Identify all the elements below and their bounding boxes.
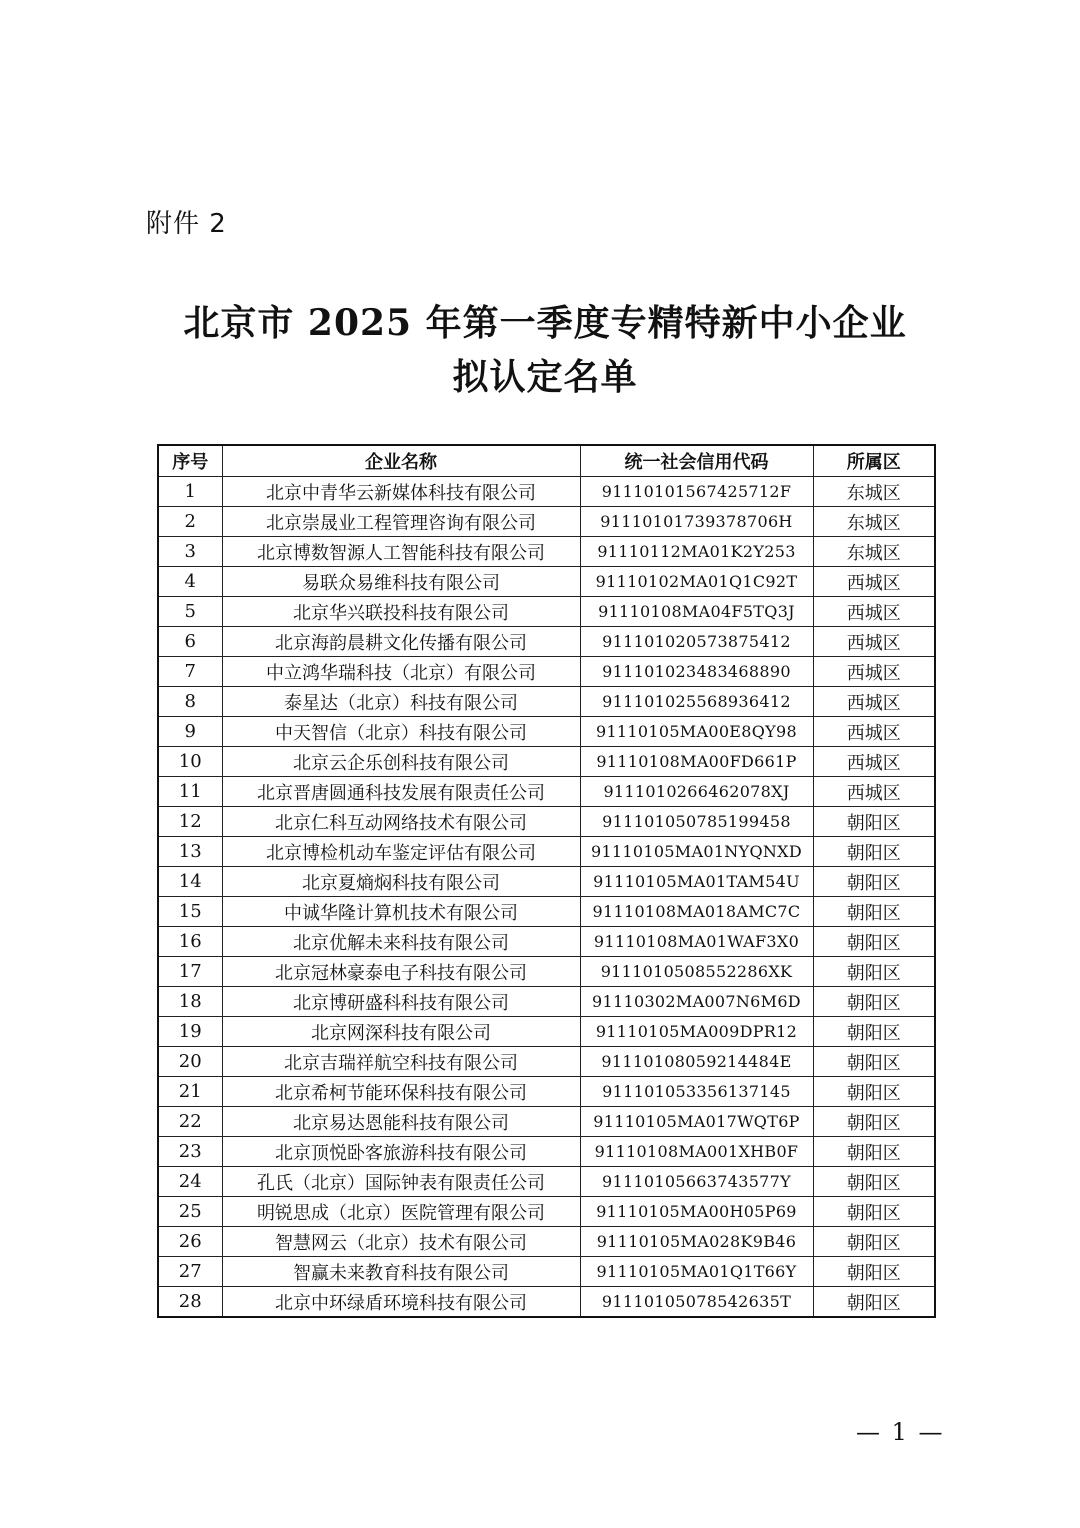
cell-index: 22 [158,1107,222,1137]
cell-company-name: 北京中环绿盾环境科技有限公司 [222,1287,580,1318]
attachment-label: 附件 2 [146,209,227,239]
cell-index: 1 [158,477,222,507]
cell-company-name: 北京云企乐创科技有限公司 [222,747,580,777]
cell-index: 28 [158,1287,222,1318]
enterprise-list-table-wrapper [157,444,934,1318]
table-row [158,1197,935,1227]
title-line-2: 拟认定名单 [452,356,638,398]
table-row [158,957,935,987]
cell-credit-code: 91110101739378706H [580,507,813,537]
cell-company-name: 北京顶悦卧客旅游科技有限公司 [222,1137,580,1167]
table-header-row [158,445,935,477]
cell-index: 8 [158,687,222,717]
cell-company-name: 北京博研盛科科技有限公司 [222,987,580,1017]
cell-credit-code: 9111010266462078XJ [580,777,813,807]
cell-district: 朝阳区 [813,1047,935,1077]
cell-index: 15 [158,897,222,927]
cell-district: 朝阳区 [813,1107,935,1137]
cell-credit-code: 91110108059214484E [580,1047,813,1077]
cell-district: 朝阳区 [813,837,935,867]
cell-district: 朝阳区 [813,1167,935,1197]
cell-index: 11 [158,777,222,807]
table-row [158,927,935,957]
cell-district: 朝阳区 [813,1257,935,1287]
cell-company-name: 北京中青华云新媒体科技有限公司 [222,477,580,507]
cell-credit-code: 91110108MA04F5TQ3J [580,597,813,627]
cell-district: 西城区 [813,717,935,747]
cell-company-name: 北京晋唐圆通科技发展有限责任公司 [222,777,580,807]
table-row [158,597,935,627]
title-line-1: 北京市 2025 年第一季度专精特新中小企业 [183,302,907,344]
cell-district: 朝阳区 [813,1287,935,1318]
table-row [158,537,935,567]
cell-index: 14 [158,867,222,897]
table-row [158,1167,935,1197]
cell-credit-code: 91110105MA00H05P69 [580,1197,813,1227]
cell-index: 16 [158,927,222,957]
cell-district: 西城区 [813,747,935,777]
cell-credit-code: 91110108MA01WAF3X0 [580,927,813,957]
table-row [158,687,935,717]
cell-index: 17 [158,957,222,987]
cell-credit-code: 91110105MA01TAM54U [580,867,813,897]
cell-district: 西城区 [813,777,935,807]
enterprise-list-table [157,444,936,1318]
cell-company-name: 北京夏熵焖科技有限公司 [222,867,580,897]
table-row [158,1257,935,1287]
column-header-credit-code: 统一社会信用代码 [580,445,813,477]
table-row [158,567,935,597]
cell-district: 朝阳区 [813,987,935,1017]
table-row [158,1017,935,1047]
table-row [158,747,935,777]
cell-company-name: 北京希柯节能环保科技有限公司 [222,1077,580,1107]
cell-credit-code: 91110101567425712F [580,477,813,507]
cell-district: 朝阳区 [813,1197,935,1227]
cell-credit-code: 91110105MA017WQT6P [580,1107,813,1137]
cell-index: 10 [158,747,222,777]
cell-credit-code: 91110102MA01Q1C92T [580,567,813,597]
column-header-district: 所属区 [813,445,935,477]
cell-district: 西城区 [813,627,935,657]
cell-district: 朝阳区 [813,1077,935,1107]
table-row [158,837,935,867]
table-row [158,1047,935,1077]
cell-index: 6 [158,627,222,657]
table-row [158,897,935,927]
cell-credit-code: 91110108MA001XHB0F [580,1137,813,1167]
cell-company-name: 北京网深科技有限公司 [222,1017,580,1047]
cell-district: 朝阳区 [813,867,935,897]
cell-credit-code: 91110105MA00E8QY98 [580,717,813,747]
cell-credit-code: 91110108MA00FD661P [580,747,813,777]
cell-index: 21 [158,1077,222,1107]
column-header-company-name: 企业名称 [222,445,580,477]
cell-credit-code: 9111010508552286XK [580,957,813,987]
cell-district: 朝阳区 [813,957,935,987]
cell-credit-code: 911101053356137145 [580,1077,813,1107]
page-number: — 1 — [856,1418,945,1446]
cell-index: 18 [158,987,222,1017]
table-row [158,627,935,657]
cell-district: 西城区 [813,597,935,627]
cell-district: 朝阳区 [813,897,935,927]
cell-company-name: 北京仁科互动网络技术有限公司 [222,807,580,837]
cell-credit-code: 91110105MA01Q1T66Y [580,1257,813,1287]
cell-company-name: 中立鸿华瑞科技（北京）有限公司 [222,657,580,687]
cell-company-name: 中天智信（北京）科技有限公司 [222,717,580,747]
table-row [158,867,935,897]
cell-company-name: 北京优解未来科技有限公司 [222,927,580,957]
cell-company-name: 孔氏（北京）国际钟表有限责任公司 [222,1167,580,1197]
cell-credit-code: 91110105MA01NYQNXD [580,837,813,867]
cell-index: 3 [158,537,222,567]
cell-company-name: 泰星达（北京）科技有限公司 [222,687,580,717]
cell-district: 朝阳区 [813,807,935,837]
cell-credit-code: 911101023483468890 [580,657,813,687]
table-row [158,1287,935,1318]
cell-credit-code: 91110108MA018AMC7C [580,897,813,927]
cell-district: 东城区 [813,507,935,537]
table-row [158,777,935,807]
cell-district: 东城区 [813,477,935,507]
cell-company-name: 北京易达恩能科技有限公司 [222,1107,580,1137]
cell-index: 24 [158,1167,222,1197]
cell-district: 朝阳区 [813,1137,935,1167]
cell-index: 5 [158,597,222,627]
cell-credit-code: 91110112MA01K2Y253 [580,537,813,567]
table-body [158,477,935,1318]
cell-index: 9 [158,717,222,747]
cell-district: 朝阳区 [813,1227,935,1257]
cell-index: 23 [158,1137,222,1167]
cell-company-name: 智慧网云（北京）技术有限公司 [222,1227,580,1257]
table-row [158,1137,935,1167]
table-row [158,1227,935,1257]
cell-credit-code: 91110105MA028K9B46 [580,1227,813,1257]
cell-company-name: 北京华兴联投科技有限公司 [222,597,580,627]
table-row [158,477,935,507]
cell-company-name: 北京冠林豪泰电子科技有限公司 [222,957,580,987]
cell-index: 2 [158,507,222,537]
cell-company-name: 北京崇晟业工程管理咨询有限公司 [222,507,580,537]
cell-credit-code: 911101020573875412 [580,627,813,657]
cell-district: 西城区 [813,657,935,687]
cell-company-name: 明锐思成（北京）医院管理有限公司 [222,1197,580,1227]
cell-credit-code: 911101025568936412 [580,687,813,717]
cell-index: 20 [158,1047,222,1077]
cell-district: 朝阳区 [813,1017,935,1047]
cell-district: 朝阳区 [813,927,935,957]
table-row [158,987,935,1017]
cell-index: 4 [158,567,222,597]
cell-company-name: 北京吉瑞祥航空科技有限公司 [222,1047,580,1077]
cell-index: 25 [158,1197,222,1227]
cell-index: 27 [158,1257,222,1287]
table-row [158,657,935,687]
cell-company-name: 智赢未来教育科技有限公司 [222,1257,580,1287]
cell-credit-code: 911101050785199458 [580,807,813,837]
cell-index: 19 [158,1017,222,1047]
table-row [158,807,935,837]
cell-index: 13 [158,837,222,867]
table-row [158,717,935,747]
cell-district: 西城区 [813,687,935,717]
cell-credit-code: 91110105MA009DPR12 [580,1017,813,1047]
cell-company-name: 北京海韵晨耕文化传播有限公司 [222,627,580,657]
column-header-index: 序号 [158,445,222,477]
cell-district: 西城区 [813,567,935,597]
cell-credit-code: 91110105663743577Y [580,1167,813,1197]
table-row [158,507,935,537]
document-title [100,296,990,404]
cell-company-name: 易联众易维科技有限公司 [222,567,580,597]
table-row [158,1077,935,1107]
cell-company-name: 北京博检机动车鉴定评估有限公司 [222,837,580,867]
cell-index: 7 [158,657,222,687]
cell-index: 26 [158,1227,222,1257]
cell-credit-code: 91110105078542635T [580,1287,813,1318]
cell-company-name: 北京博数智源人工智能科技有限公司 [222,537,580,567]
cell-company-name: 中诚华隆计算机技术有限公司 [222,897,580,927]
table-row [158,1107,935,1137]
cell-index: 12 [158,807,222,837]
cell-credit-code: 91110302MA007N6M6D [580,987,813,1017]
cell-district: 东城区 [813,537,935,567]
